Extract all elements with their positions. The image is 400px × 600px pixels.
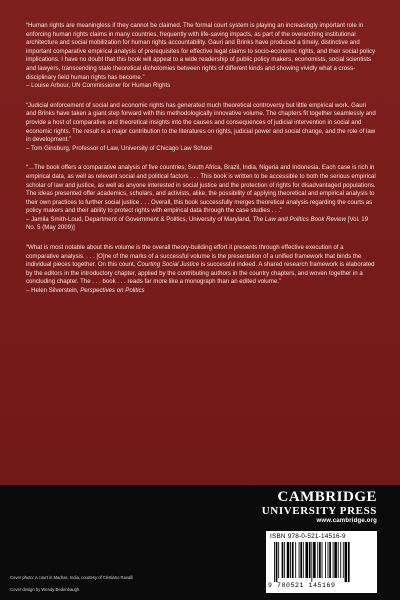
- barcode-bar: [313, 542, 316, 578]
- barcode-bar: [274, 542, 275, 582]
- barcode-bar: [345, 542, 348, 582]
- barcode-bar: [300, 542, 302, 578]
- publisher-subtitle: UNIVERSITY PRESS: [261, 505, 377, 517]
- isbn-label: ISBN 978-0-521-14516-9: [270, 533, 346, 540]
- barcode-bar: [340, 542, 341, 578]
- endorsement-silverstein: [26, 244, 376, 296]
- endorsement-smith-loud: [26, 164, 376, 233]
- quote-attribution: [26, 287, 376, 296]
- quote-attribution: – Tom Ginsburg, Professor of Law, University of Chicago Law School: [26, 144, 212, 152]
- barcode-bar: [292, 542, 294, 578]
- quote-text-end: is successful indeed. A shared research framework is elaborated by the editors in the introductory chapter, applied by the contributing authors in the country chapters, and woven together in a concluding chapter. The . . . book . . . reads far more like a monograph than an edited volume.”: [26, 261, 375, 286]
- endorsements: [26, 22, 376, 307]
- publisher-logo: [227, 490, 377, 525]
- publisher-url: www.cambridge.org: [316, 518, 377, 524]
- barcode-bar: [348, 542, 350, 582]
- photo-credit: Cover photo: A court in Madras, India, courtesy of Cristiano Ravalli: [10, 575, 134, 580]
- barcode-bar: [311, 542, 312, 582]
- publisher-name: CAMBRIDGE: [277, 489, 377, 505]
- quote-book-title: Courting Social Justice: [137, 261, 200, 269]
- attribution-publication: The Law and Politics Book Review: [252, 215, 347, 223]
- barcode-bar: [278, 542, 279, 578]
- barcode-bar: [295, 542, 296, 578]
- quote-attribution: [26, 216, 376, 233]
- attribution-author: – Jamila Smith-Loud, Department of Government & Politics, University of Maryland,: [26, 215, 253, 223]
- attribution-author: – Helen Silverstein,: [26, 287, 81, 295]
- quote-text: [26, 244, 376, 287]
- design-credit: Cover design by Wendy Bedenbaugh: [10, 587, 80, 592]
- quote-text: “Human rights are meaningless if they cannot be claimed. The formal court system is playing an increasingly important role in enforcing human rights claims in many countries, frequently with life-saving impacts, as part of the overarching institutional architecture and social mobilization for human rights accountability. Gauri and Brinks have produced a timely, distinctive and important comparative empirical analysis of prerequisites for effective legal claims to socio-economic rights, and their social policy implications. I have no doubt that this book will appeal to a wide readership of public policy makers, economists, social scientists and lawyers, transcending stale theoretical dichotomies between rights of different kinds and showing vividly what a cross-disciplinary field human rights has become.”: [26, 22, 376, 81]
- quote-attribution: – Louise Arbour, UN Commissioner for Human Rights: [26, 82, 171, 90]
- barcode-bar: [319, 542, 321, 578]
- quote-text: “Judicial enforcement of social and economic rights has generated much theoretical controversy but little empirical work. Gauri and Brinks have taken a giant step forward with this methodologically innovative volume. The chapters fit together seamlessly and provide a host of comparative and theoretical insights into the causes and consequences of judicial intervention in social and economic rights. The result is a major contribution to the literatures on rights, judicial power and social change, and the role of law in development.”: [26, 101, 376, 144]
- barcode-bar: [276, 542, 278, 582]
- attribution-issue: [Vol. 19 No. 5 (May 2009)]: [26, 215, 369, 232]
- quote-text: “…The book offers a comparative analysis of five countries, South Africa, Brazil, India, Nigeria and Indonesia. Each case is rich in empirical data, as well as relevant social and political factors . . . This book is written to be accessible to both the serious empirical scholar of law and justice, as well as anyone interested in social justice and the protection of rights for disadvantaged populations. The ideas presented offer academics, scholars, and activists, alike, the possibility of applying theoretical and empirical analysis to their own practices to further social justice . . . Overall, this book successfully merges theoretical analysis regarding the courts as policy makers and their ability to protect rights with empirical data through the case studies . . .”: [26, 164, 376, 215]
- barcode-bar: [343, 542, 344, 578]
- barcode-bar: [334, 542, 337, 578]
- barcode-bar: [325, 542, 326, 578]
- barcode-bar: [284, 542, 285, 578]
- barcode-bar: [322, 542, 323, 578]
- barcode-bar: [338, 542, 339, 578]
- barcode-bar: [329, 542, 331, 578]
- barcode-bar: [287, 542, 290, 578]
- barcode-bar: [299, 542, 300, 578]
- barcode-bar: [333, 542, 334, 578]
- barcode-bar: [282, 542, 284, 578]
- barcode-bar: [290, 542, 291, 578]
- barcode: [266, 531, 377, 593]
- endorsement-ginsburg: [26, 102, 376, 154]
- endorsement-arbour: [26, 22, 376, 91]
- barcode-bar: [317, 542, 318, 578]
- barcode-bar: [309, 542, 311, 578]
- barcode-bars: [274, 542, 371, 582]
- barcode-bar: [303, 542, 304, 578]
- attribution-publication: Perspectives on Politics: [80, 287, 145, 295]
- barcode-digits: 9 780521 145169: [268, 582, 336, 589]
- quote-text-start: “What is most notable about this volume is the overall theory-building effort it presents through effective execution of a comparative analysis. . . . [O]ne of the marks of a successful volume is the presentation of a unified framework that binds the individual pieces together. On this count,: [26, 244, 362, 269]
- barcode-bar: [328, 542, 329, 578]
- barcode-bar: [305, 542, 308, 578]
